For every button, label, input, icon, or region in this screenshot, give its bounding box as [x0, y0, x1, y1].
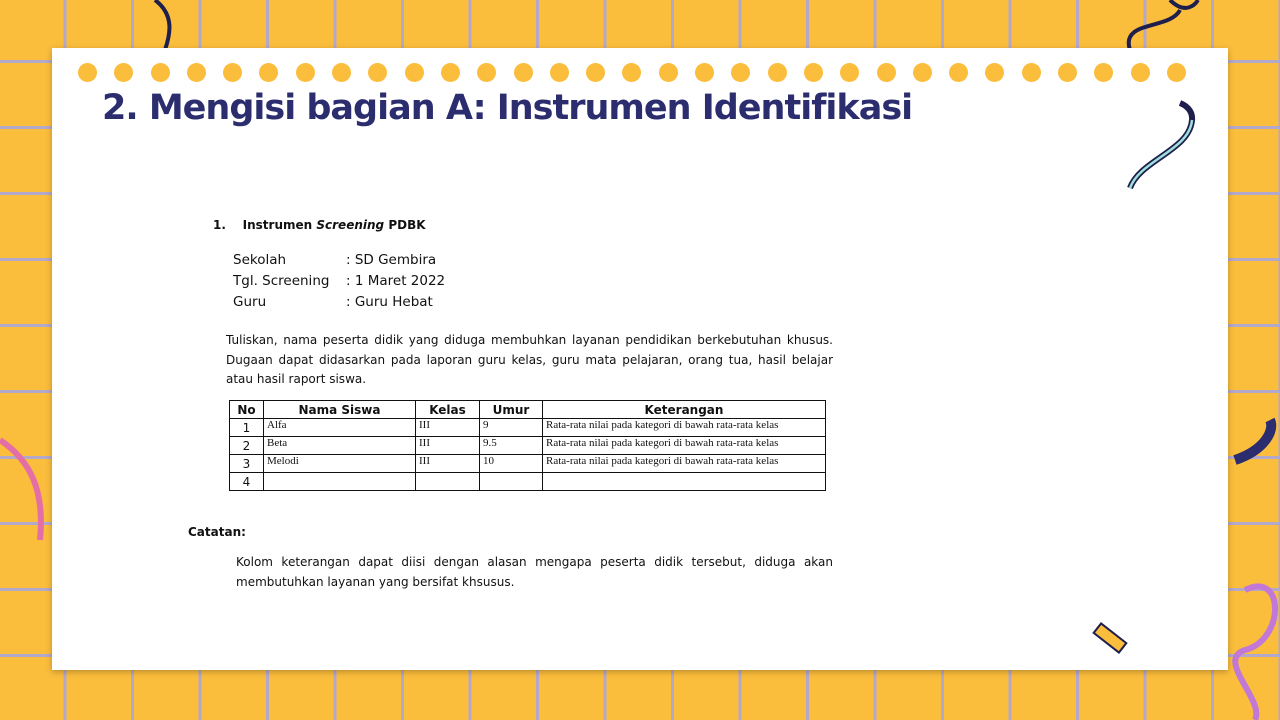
field-tanggal: Tgl. Screening : 1 Maret 2022 — [233, 273, 446, 289]
instruction-text: Tuliskan, nama peserta didik yang diduga membuhkan layanan pendidikan berkebutuhan khusus. Dugaan dapat didasarkan pada laporan guru kelas, guru mata pelajaran, orang tua, hasil belajar atau hasil raport siswa. — [226, 333, 833, 386]
decorative-ribbon — [1120, 100, 1210, 195]
table-row: 4 — [230, 473, 826, 491]
table-header: No Nama Siswa Kelas Umur Keterangan — [230, 401, 826, 419]
decorative-squiggle-right — [1225, 410, 1280, 720]
decorative-squiggle-left — [0, 430, 55, 550]
student-table — [229, 400, 826, 491]
table-row: 1 Alfa III 9 Rata-rata nilai pada kategori di bawah rata-rata kelas — [230, 419, 826, 437]
note-text: Kolom keterangan dapat diisi dengan alasan mengapa peserta didik tersebut, diduga akan membutuhkan layanan yang bersifat khsusus. — [236, 555, 833, 589]
document-heading: 1. Instrumen Screening PDBK — [213, 218, 426, 232]
table-row: 2 Beta III 9.5 Rata-rata nilai pada kategori di bawah rata-rata kelas — [230, 437, 826, 455]
field-sekolah: Sekolah : SD Gembira — [233, 252, 437, 268]
document-fields — [233, 250, 445, 313]
decorative-confetti — [1090, 620, 1130, 660]
spiral-binding — [78, 63, 1186, 82]
table-row: 3 Melodi III 10 Rata-rata nilai pada kategori di bawah rata-rata kelas — [230, 455, 826, 473]
slide-title: 2. Mengisi bagian A: Instrumen Identifikasi — [102, 88, 913, 128]
field-guru: Guru : Guru Hebat — [233, 294, 433, 310]
screening-document — [163, 216, 888, 615]
note-label: Catatan: — [188, 525, 246, 539]
